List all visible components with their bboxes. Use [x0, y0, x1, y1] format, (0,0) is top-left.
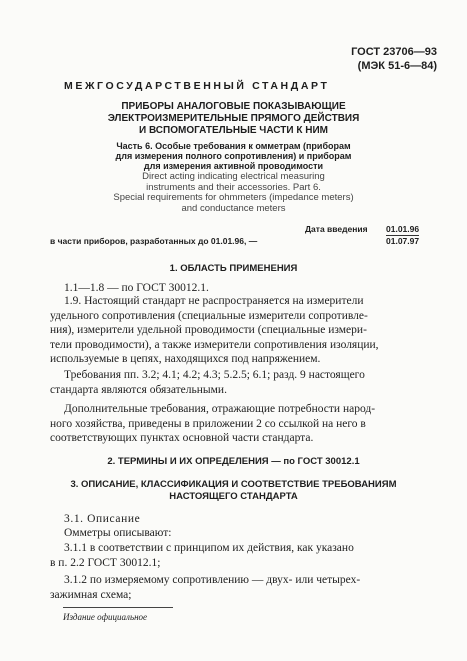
english-title-line: Direct acting indicating electrical measuring: [142, 171, 325, 182]
english-title-line: instruments and their accessories. Part 6.: [146, 181, 321, 193]
text-line: Дополнительные требования, отражающие потребности народ-: [64, 403, 376, 415]
paragraph-1-9: [50, 294, 379, 367]
intro-date-1: 01.01.96: [386, 224, 420, 234]
document-title: [0, 101, 467, 137]
part-title-line: для измерения полного сопротивления) и приборам: [115, 151, 352, 161]
text-line: соответствующих пунктах основной части стандарта.: [50, 432, 314, 444]
intro-dates: [386, 224, 419, 247]
section-3-heading: [0, 479, 467, 503]
text-line: ного хозяйства, приведены в приложении 2 со ссылкой на него в: [50, 417, 366, 430]
standard-code: ГОСТ 23706—93: [351, 46, 437, 58]
section-1-heading: 1. ОБЛАСТЬ ПРИМЕНЕНИЯ: [169, 263, 298, 274]
text-line: тели проводимости), а также измерители сопротивления изоляции,: [50, 338, 379, 351]
text-line: ния), измерители удельной проводимости (специальные измери-: [50, 324, 367, 336]
title-line: И ВСПОМОГАТЕЛЬНЫЕ ЧАСТИ К НИМ: [139, 125, 328, 136]
text-line: используемые в цепях, находящихся под напряжением.: [50, 353, 321, 365]
intro-date-label: Дата введения: [305, 224, 368, 234]
edition-note: Издание официальное: [63, 612, 148, 622]
heading-line: НАСТОЯЩЕГО СТАНДАРТА: [169, 491, 298, 502]
text-line: в п. 2.2 ГОСТ 30012.1;: [50, 556, 161, 569]
lead-text: Омметры описывают:: [64, 527, 172, 539]
paragraph-additional: [50, 402, 375, 446]
part-title-line: Часть 6. Особые требования к омметрам (приборам: [116, 141, 351, 151]
paragraph-1-1: 1.1—1.8 — по ГОСТ 30012.1.: [64, 282, 209, 294]
section-2-heading: 2. ТЕРМИНЫ И ИХ ОПРЕДЕЛЕНИЯ — по ГОСТ 30012.1: [107, 456, 360, 467]
title-line: ЭЛЕКТРОИЗМЕРИТЕЛЬНЫЕ ПРЯМОГО ДЕЙСТВИЯ: [107, 113, 360, 124]
english-title-line: Special requirements for ohmmeters (impedance meters): [113, 192, 354, 203]
text-line: 3.1.1 в соответствии с принципом их действия, как указано: [64, 542, 354, 554]
subsection-3-1-heading: 3.1. Описание: [64, 513, 141, 525]
part-title: [0, 141, 467, 171]
heading-line: 3. ОПИСАНИЕ, КЛАССИФИКАЦИЯ И СООТВЕТСТВИЕ ТРЕБОВАНИЯМ: [70, 479, 397, 490]
text-line: удельного сопротивления (специальные измерители сопротивле-: [50, 309, 368, 322]
item-3-1-2: [50, 573, 360, 602]
intro-note: в части приборов, разработанных до 01.01.96, —: [50, 236, 258, 246]
text-line: стандарта являются обязательными.: [50, 383, 227, 396]
text-line: Требования пп. 3.2; 4.1; 4.2; 4.3; 5.2.5; 6.1; разд. 9 настоящего: [64, 369, 365, 381]
title-line: ПРИБОРЫ АНАЛОГОВЫЕ ПОКАЗЫВАЮЩИЕ: [121, 101, 346, 112]
english-title: [0, 172, 467, 214]
text-line: 1.9. Настоящий стандарт не распространяется на измерители: [64, 295, 364, 307]
intro-date-2: 01.07.97: [386, 236, 420, 246]
iec-code: (МЭК 51-6—84): [357, 60, 437, 72]
text-line: 3.1.2 по измеряемому сопротивлению — двух- или четырех-: [64, 574, 361, 586]
item-3-1-1: [50, 541, 354, 570]
interstate-standard-label: МЕЖГОСУДАРСТВЕННЫЙ СТАНДАРТ: [64, 80, 330, 92]
part-title-line: для измерения активной проводимости: [143, 161, 324, 171]
english-title-line: and conductance meters: [181, 202, 286, 214]
paragraph-requirements: [50, 368, 365, 397]
footer-divider: [63, 607, 173, 608]
text-line: зажимная схема;: [50, 588, 132, 601]
